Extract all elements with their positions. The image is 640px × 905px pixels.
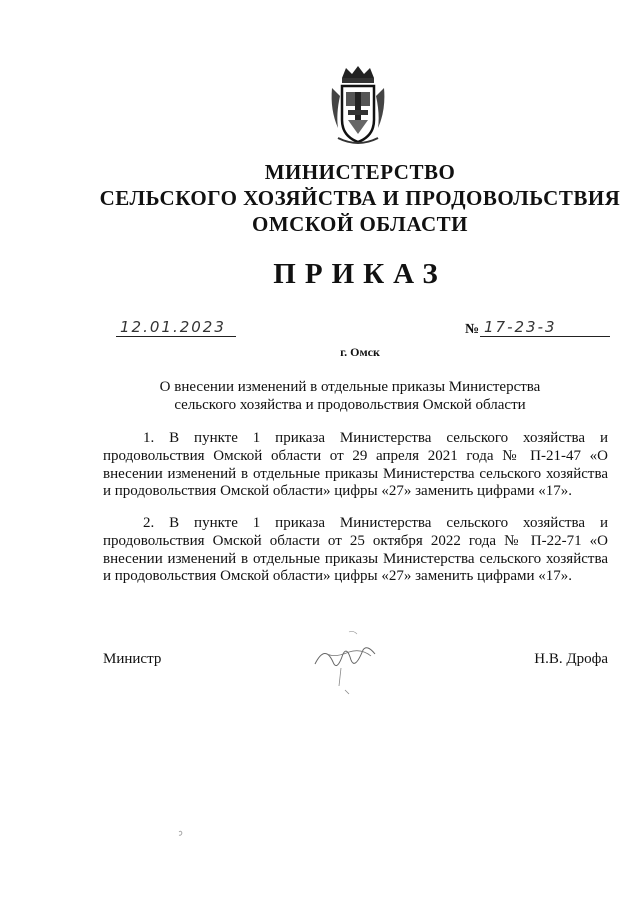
ministry-line-1: МИНИСТЕРСТВО bbox=[264, 160, 456, 184]
city-label: г. Омск bbox=[340, 345, 380, 359]
ministry-line-2: СЕЛЬСКОГО ХОЗЯЙСТВА И ПРОДОВОЛЬСТВИЯ bbox=[99, 186, 621, 210]
signer-title: Министр bbox=[103, 651, 162, 667]
order-date: 12.01.2023 bbox=[120, 318, 226, 336]
title-line-2: сельского хозяйства и продовольствия Омской области bbox=[174, 397, 526, 413]
order-number: 17-23-3 bbox=[484, 318, 557, 336]
paragraph-2: 2. В пункте 1 приказа Министерства сельского хозяйства и продовольствия Омской области от 25 октября 2022 года № П-22-71 «О внесении изменений в отдельные приказы Министерства сельского хозяйства и продовольствия Омской области» цифры «27» заменить цифрами «17». bbox=[103, 515, 608, 585]
signature-icon bbox=[305, 624, 385, 699]
scan-speck-icon bbox=[175, 828, 187, 840]
document-type-heading: ПРИКАЗ bbox=[273, 258, 447, 290]
title-line-1: О внесении изменений в отдельные приказы Министерства bbox=[159, 379, 541, 395]
ministry-line-3: ОМСКОЙ ОБЛАСТИ bbox=[252, 212, 468, 236]
paragraph-1: 1. В пункте 1 приказа Министерства сельского хозяйства и продовольствия Омской области от 29 апреля 2021 года № П-21-47 «О внесении изменений в отдельные приказы Министерства сельского хозяйства и продовольствия Омской области» цифры «27» заменить цифрами «17». bbox=[103, 430, 608, 500]
coat-of-arms-icon bbox=[328, 64, 388, 146]
number-underline bbox=[480, 336, 610, 337]
signer-name: Н.В. Дрофа bbox=[534, 651, 608, 667]
order-title bbox=[100, 378, 600, 414]
number-sign: № bbox=[465, 322, 480, 337]
date-underline bbox=[116, 336, 236, 337]
